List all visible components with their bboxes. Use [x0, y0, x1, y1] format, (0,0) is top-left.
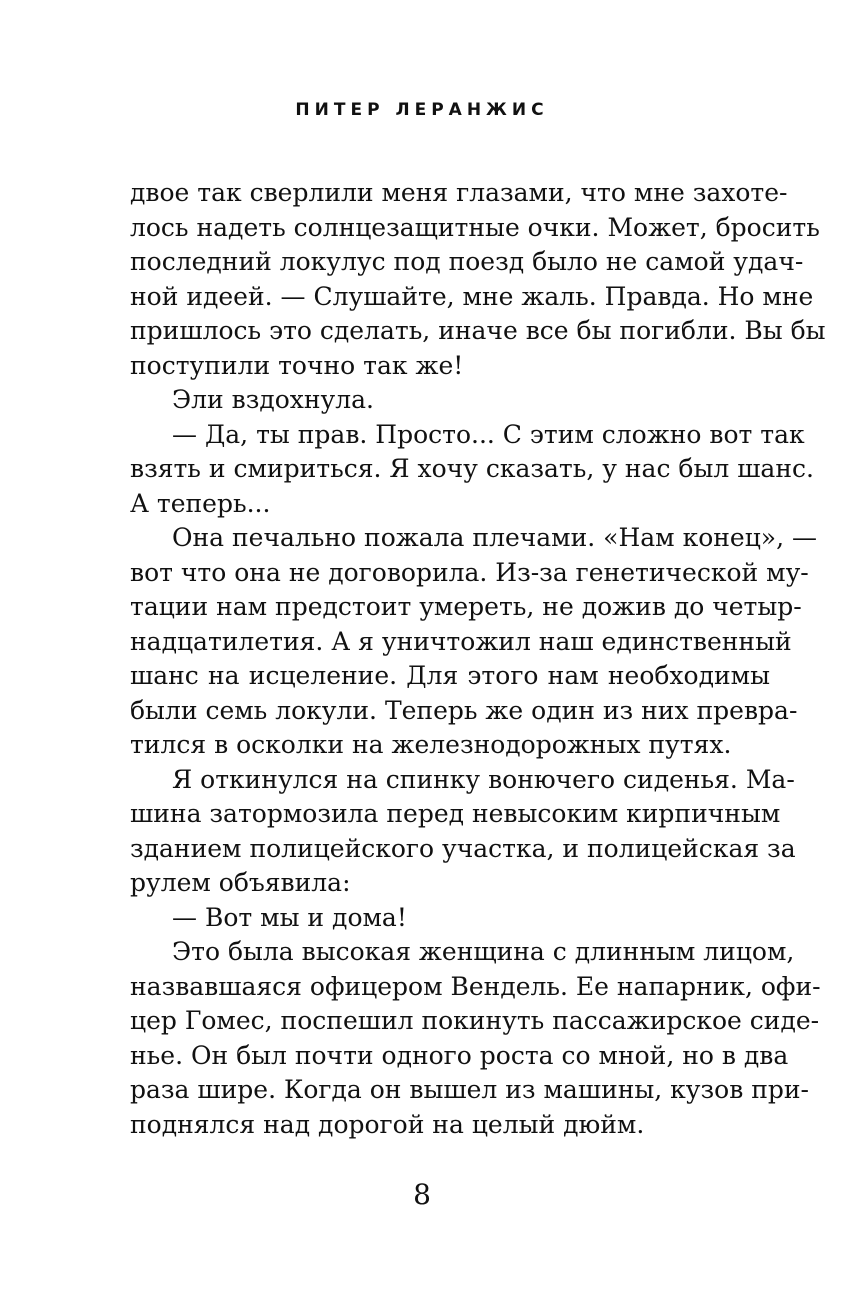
text-line: Я откинулся на спинку вонючего сиденья. Ма- — [172, 764, 795, 794]
text-line: Это была высокая женщина с длинным лицом, — [172, 937, 795, 966]
text-line: лось надеть солнцезащитные очки. Может, бросить — [130, 212, 820, 242]
text-line: цер Гомес, поспешил покинуть пассажирское сиде- — [130, 1006, 820, 1035]
text-line: Она печально пожала плечами. «Нам конец», — — [172, 523, 817, 552]
text-line: А теперь... — [130, 488, 271, 518]
text-line: Эли вздохнула. — [172, 385, 374, 414]
page-number: 8 — [413, 1178, 431, 1211]
body-text — [130, 176, 826, 1142]
text-line: поднялся над дорогой на целый дюйм. — [130, 1109, 645, 1139]
text-line: пришлось это сделать, иначе все бы погибли. Вы бы — [130, 316, 826, 345]
text-line: нье. Он был почти одного роста со мной, но в два — [130, 1040, 789, 1070]
text-line: ной идеей. — Слушайте, мне жаль. Правда. Но мне — [130, 281, 814, 311]
text-line: шанс на исцеление. Для этого нам необходимы — [130, 661, 770, 690]
text-line: зданием полицейского участка, и полицейская за — [130, 833, 796, 863]
text-line: поступили точно так же! — [130, 350, 464, 380]
text-line: рулем объявила: — [130, 868, 351, 897]
text-line: тации нам предстоит умереть, не дожив до четыр- — [130, 592, 802, 621]
text-line: раза шире. Когда он вышел из машины, кузов при- — [130, 1075, 810, 1104]
text-line: — Вот мы и дома! — [172, 902, 407, 932]
text-line: последний локулус под поезд было не самой удач- — [130, 247, 804, 276]
text-line: надцатилетия. А я уничтожил наш единственный — [130, 626, 792, 656]
text-line: вот что она не договорила. Из-за генетической му- — [130, 557, 809, 587]
text-line: назвавшаяся офицером Вендель. Ее напарник, офи- — [130, 971, 821, 1001]
text-line: шина затормозила перед невысоким кирпичным — [130, 799, 781, 828]
running-header-author: ПИТЕР ЛЕРАНЖИС — [295, 100, 549, 120]
text-line: тился в осколки на железнодорожных путях. — [130, 730, 732, 759]
text-line: двое так сверлили меня глазами, что мне захоте- — [130, 178, 788, 207]
text-line: — Да, ты прав. Просто... С этим сложно вот так — [172, 419, 805, 449]
text-line: взять и смириться. Я хочу сказать, у нас был шанс. — [130, 454, 814, 483]
text-line: были семь локули. Теперь же один из них превра- — [130, 695, 798, 725]
